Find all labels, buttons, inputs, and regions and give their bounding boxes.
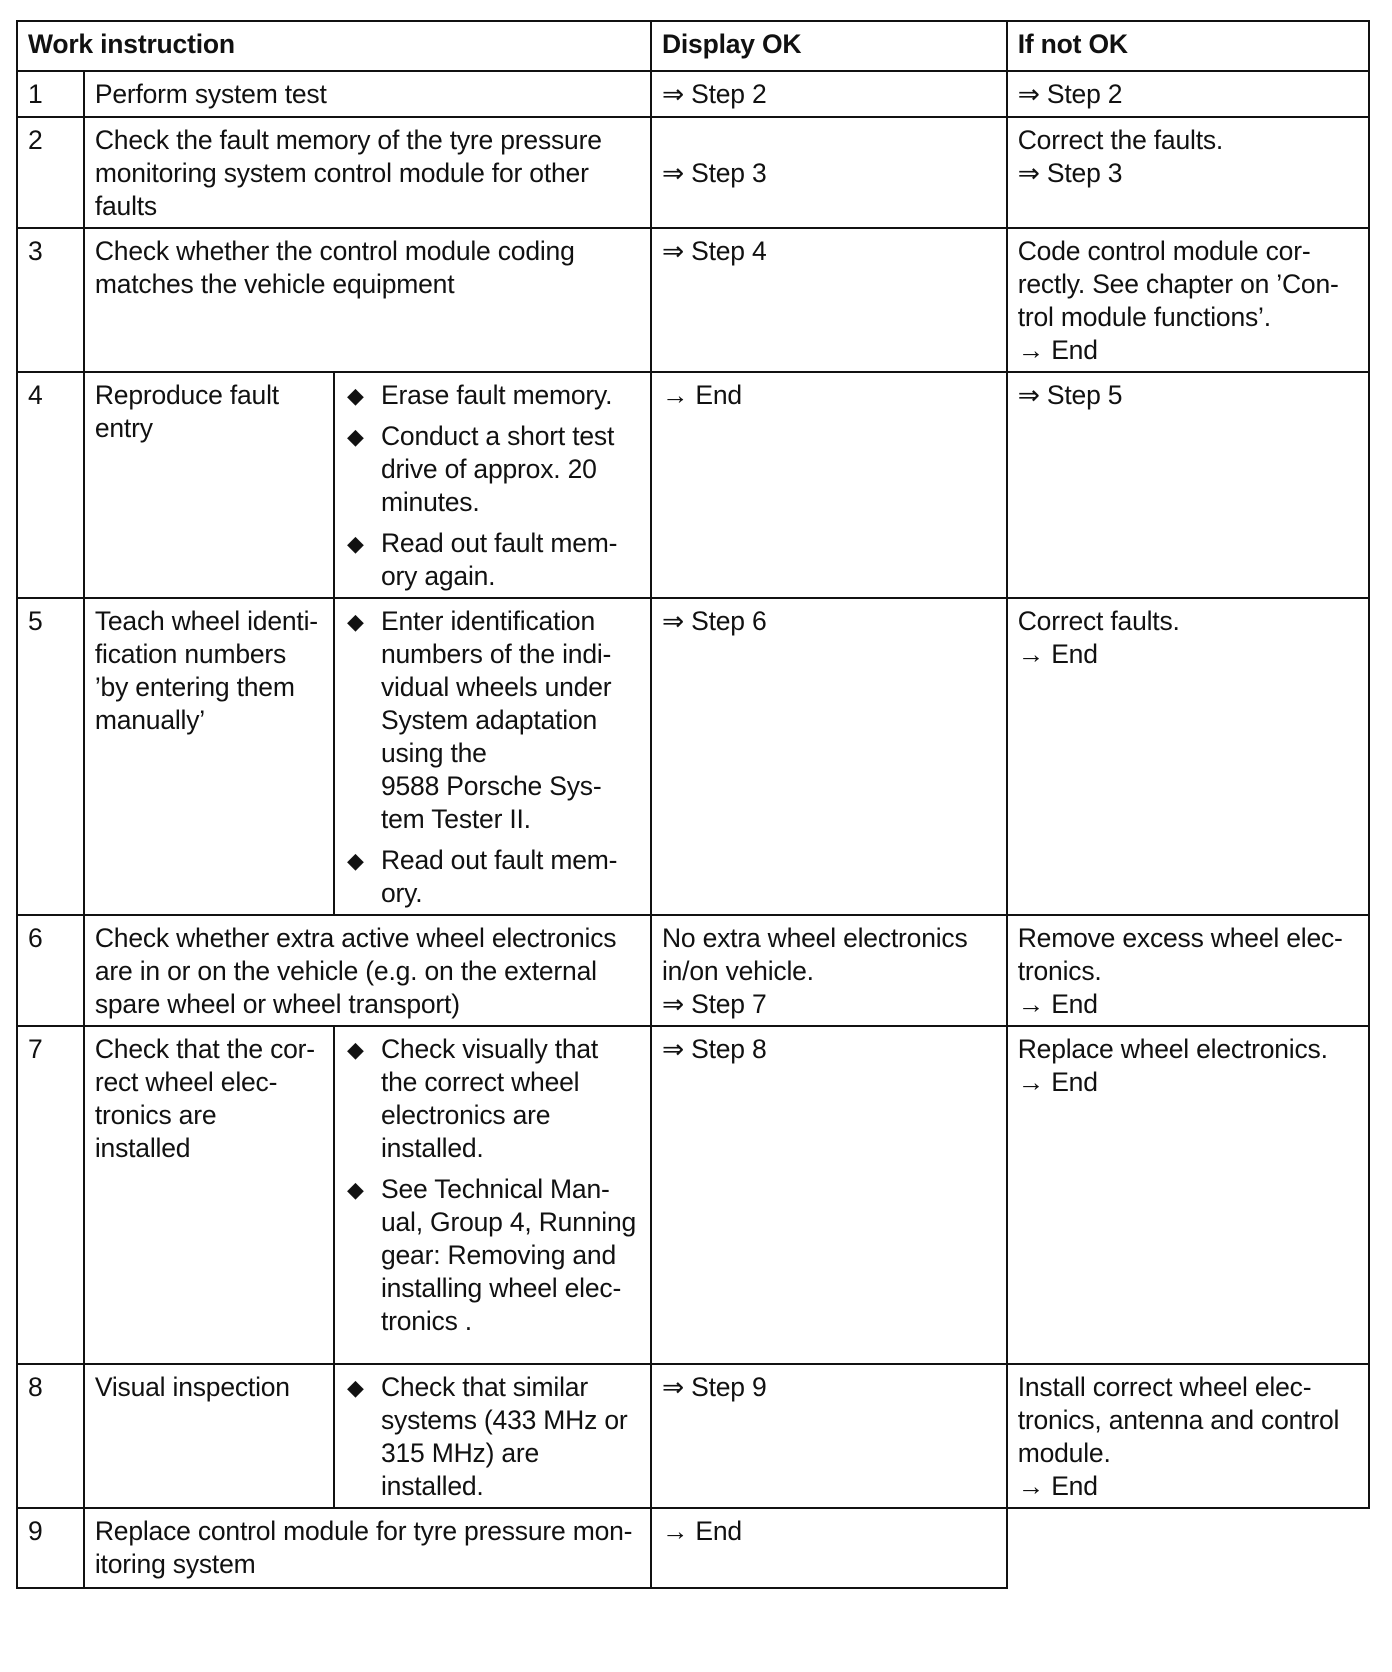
if-not-ok-line: Replace wheel electronics. — [1017, 1034, 1328, 1064]
bullet-line: gear: Removing and — [380, 1240, 617, 1270]
display-ok-line: → End — [661, 1516, 742, 1546]
display-ok-result — [651, 372, 1007, 598]
step-number: 2 — [17, 117, 84, 228]
if-not-ok-line: → End — [1017, 1067, 1098, 1097]
bullet-line: vidual wheels under — [380, 672, 612, 702]
bullet-item — [345, 1033, 640, 1165]
instruction-line: Check that the cor- — [94, 1034, 315, 1064]
instruction-line: faults — [94, 191, 157, 221]
bullet-line: 9588 Porsche Sys- — [380, 771, 602, 801]
if-not-ok-result — [1007, 117, 1369, 228]
step-number: 4 — [17, 372, 84, 598]
if-not-ok-line: tronics, antenna and control — [1017, 1405, 1340, 1435]
display-ok-result — [651, 71, 1007, 117]
if-not-ok-result — [1007, 915, 1369, 1026]
table-row — [17, 71, 1369, 117]
if-not-ok-line: Correct the faults. — [1017, 125, 1224, 155]
display-ok-result — [651, 228, 1007, 372]
bullet-line: System adaptation — [380, 705, 598, 735]
bullet-line: Check that similar — [380, 1372, 588, 1402]
step-number: 6 — [17, 915, 84, 1026]
display-ok-line: ⇒ Step 4 — [661, 236, 767, 266]
step-number: 3 — [17, 228, 84, 372]
display-ok-line: ⇒ Step 8 — [661, 1034, 767, 1064]
step-number: 7 — [17, 1026, 84, 1364]
instruction-line: ’by entering them — [94, 672, 295, 702]
if-not-ok-line: module. — [1017, 1438, 1111, 1468]
if-not-ok-line: Remove excess wheel elec- — [1017, 923, 1343, 953]
header-display-ok: Display OK — [651, 21, 1007, 71]
bullet-item — [345, 1371, 640, 1503]
table-row — [17, 915, 1369, 1026]
instruction-details — [334, 598, 651, 915]
diamond-bullet-icon: ◆ — [346, 848, 364, 873]
bullet-line: Read out fault mem- — [380, 845, 618, 875]
if-not-ok-line: ⇒ Step 3 — [1017, 158, 1123, 188]
bullet-item — [345, 605, 640, 836]
if-not-ok-line: rectly. See chapter on ’Con- — [1017, 269, 1339, 299]
instruction-line: Check the fault memory of the tyre pressure — [94, 125, 602, 155]
bullet-line: Conduct a short test — [380, 421, 615, 451]
table-row — [17, 228, 1369, 372]
instruction-details — [334, 372, 651, 598]
display-ok-line: in/on vehicle. — [661, 956, 814, 986]
bullet-line: 315 MHz) are — [380, 1438, 540, 1468]
work-instruction-text — [84, 1026, 334, 1364]
instruction-line: Reproduce fault — [94, 380, 279, 410]
instruction-line: fication numbers — [94, 639, 287, 669]
bullet-item — [345, 527, 640, 593]
instruction-line: matches the vehicle equipment — [94, 269, 455, 299]
instruction-line: spare wheel or wheel transport) — [94, 989, 460, 1019]
work-instruction-table — [16, 20, 1370, 1589]
if-not-ok-line: ⇒ Step 2 — [1017, 79, 1123, 109]
if-not-ok-line: → End — [1017, 989, 1098, 1019]
bullet-line: installed. — [380, 1471, 484, 1501]
bullet-line: systems (433 MHz or — [380, 1405, 628, 1435]
table-row — [17, 117, 1369, 228]
instruction-line: rect wheel elec- — [94, 1067, 278, 1097]
bullet-line: minutes. — [380, 487, 480, 517]
display-ok-result — [651, 1026, 1007, 1364]
diamond-bullet-icon: ◆ — [346, 609, 364, 634]
display-ok-line: ⇒ Step 7 — [661, 989, 767, 1019]
step-number: 5 — [17, 598, 84, 915]
instruction-line: tronics are — [94, 1100, 217, 1130]
bullet-line: ual, Group 4, Running — [380, 1207, 637, 1237]
if-not-ok-result — [1007, 228, 1369, 372]
work-instruction-text — [84, 71, 651, 117]
diamond-bullet-icon: ◆ — [346, 383, 364, 408]
display-ok-result — [651, 1508, 1007, 1588]
display-ok-line: ⇒ Step 6 — [661, 606, 767, 636]
if-not-ok-result — [1007, 1026, 1369, 1364]
bullet-line: tronics . — [380, 1306, 472, 1336]
diamond-bullet-icon: ◆ — [346, 1037, 364, 1062]
diamond-bullet-icon: ◆ — [346, 531, 364, 556]
display-ok-line: ⇒ Step 9 — [661, 1372, 767, 1402]
bullet-line: Read out fault mem- — [380, 528, 618, 558]
instruction-line: Replace control module for tyre pressure mon- — [94, 1516, 633, 1546]
display-ok-line: → End — [661, 380, 742, 410]
bullet-line: using the — [380, 738, 487, 768]
if-not-ok-result — [1007, 1364, 1369, 1508]
bullet-line: installed. — [380, 1133, 484, 1163]
bullet-line: the correct wheel — [380, 1067, 580, 1097]
bullet-item — [345, 1173, 640, 1338]
display-ok-line: ⇒ Step 2 — [661, 79, 767, 109]
step-number: 1 — [17, 71, 84, 117]
table-row — [17, 372, 1369, 598]
if-not-ok-line: ⇒ Step 5 — [1017, 380, 1123, 410]
table-header-row — [17, 21, 1369, 71]
step-number: 8 — [17, 1364, 84, 1508]
diamond-bullet-icon: ◆ — [346, 1375, 364, 1400]
bullet-line: installing wheel elec- — [380, 1273, 622, 1303]
table-body — [17, 21, 1369, 1588]
bullet-item — [345, 844, 640, 910]
display-ok-result — [651, 1364, 1007, 1508]
if-not-ok-line: Code control module cor- — [1017, 236, 1311, 266]
bullet-line: drive of approx. 20 — [380, 454, 597, 484]
table-row — [17, 598, 1369, 915]
if-not-ok-result — [1007, 372, 1369, 598]
if-not-ok-line: → End — [1017, 335, 1098, 365]
work-instruction-text — [84, 598, 334, 915]
table-row — [17, 1508, 1369, 1588]
if-not-ok-line: Correct faults. — [1017, 606, 1180, 636]
instruction-details — [334, 1364, 651, 1508]
if-not-ok-result — [1007, 598, 1369, 915]
bullet-item — [345, 379, 640, 412]
instruction-line: entry — [94, 413, 153, 443]
work-instruction-text — [84, 1508, 651, 1588]
bullet-line: See Technical Man- — [380, 1174, 610, 1204]
display-ok-line: No extra wheel electronics — [661, 923, 968, 953]
work-instruction-text — [84, 372, 334, 598]
if-not-ok-line: Install correct wheel elec- — [1017, 1372, 1312, 1402]
display-ok-result — [651, 117, 1007, 228]
bullet-line: Enter identification — [380, 606, 595, 636]
bullet-line: ory again. — [380, 561, 496, 591]
bullet-line: Erase fault memory. — [380, 380, 613, 410]
instruction-line: are in or on the vehicle (e.g. on the external — [94, 956, 597, 986]
instruction-line: itoring system — [94, 1549, 256, 1579]
bullet-line: tem Tester II. — [380, 804, 531, 834]
step-number: 9 — [17, 1508, 84, 1588]
diamond-bullet-icon: ◆ — [346, 424, 364, 449]
if-not-ok-line: tronics. — [1017, 956, 1102, 986]
if-not-ok-result — [1007, 71, 1369, 117]
bullet-item — [345, 420, 640, 519]
instruction-line: installed — [94, 1133, 191, 1163]
if-not-ok-result — [1007, 1508, 1369, 1588]
if-not-ok-line: trol module functions’. — [1017, 302, 1271, 332]
display-ok-result — [651, 598, 1007, 915]
work-instruction-text — [84, 1364, 334, 1508]
if-not-ok-line: → End — [1017, 639, 1098, 669]
header-work-instruction: Work instruction — [17, 21, 651, 71]
if-not-ok-line: → End — [1017, 1471, 1098, 1501]
work-instruction-text — [84, 915, 651, 1026]
work-instruction-text — [84, 117, 651, 228]
instruction-line: Teach wheel identi- — [94, 606, 318, 636]
bullet-line: electronics are — [380, 1100, 551, 1130]
table-row — [17, 1026, 1369, 1364]
display-ok-line: ⇒ Step 3 — [661, 158, 767, 188]
work-instruction-text — [84, 228, 651, 372]
header-if-not-ok: If not OK — [1007, 21, 1369, 71]
instruction-line: Visual inspection — [94, 1372, 290, 1402]
instruction-line: Check whether extra active wheel electronics — [94, 923, 617, 953]
instruction-details — [334, 1026, 651, 1364]
instruction-line: monitoring system control module for other — [94, 158, 589, 188]
bullet-line: numbers of the indi- — [380, 639, 612, 669]
instruction-line: Check whether the control module coding — [94, 236, 575, 266]
display-ok-result — [651, 915, 1007, 1026]
bullet-line: Check visually that — [380, 1034, 599, 1064]
instruction-line: manually’ — [94, 705, 205, 735]
table-row — [17, 1364, 1369, 1508]
instruction-line: Perform system test — [94, 79, 327, 109]
diamond-bullet-icon: ◆ — [346, 1177, 364, 1202]
bullet-line: ory. — [380, 878, 423, 908]
